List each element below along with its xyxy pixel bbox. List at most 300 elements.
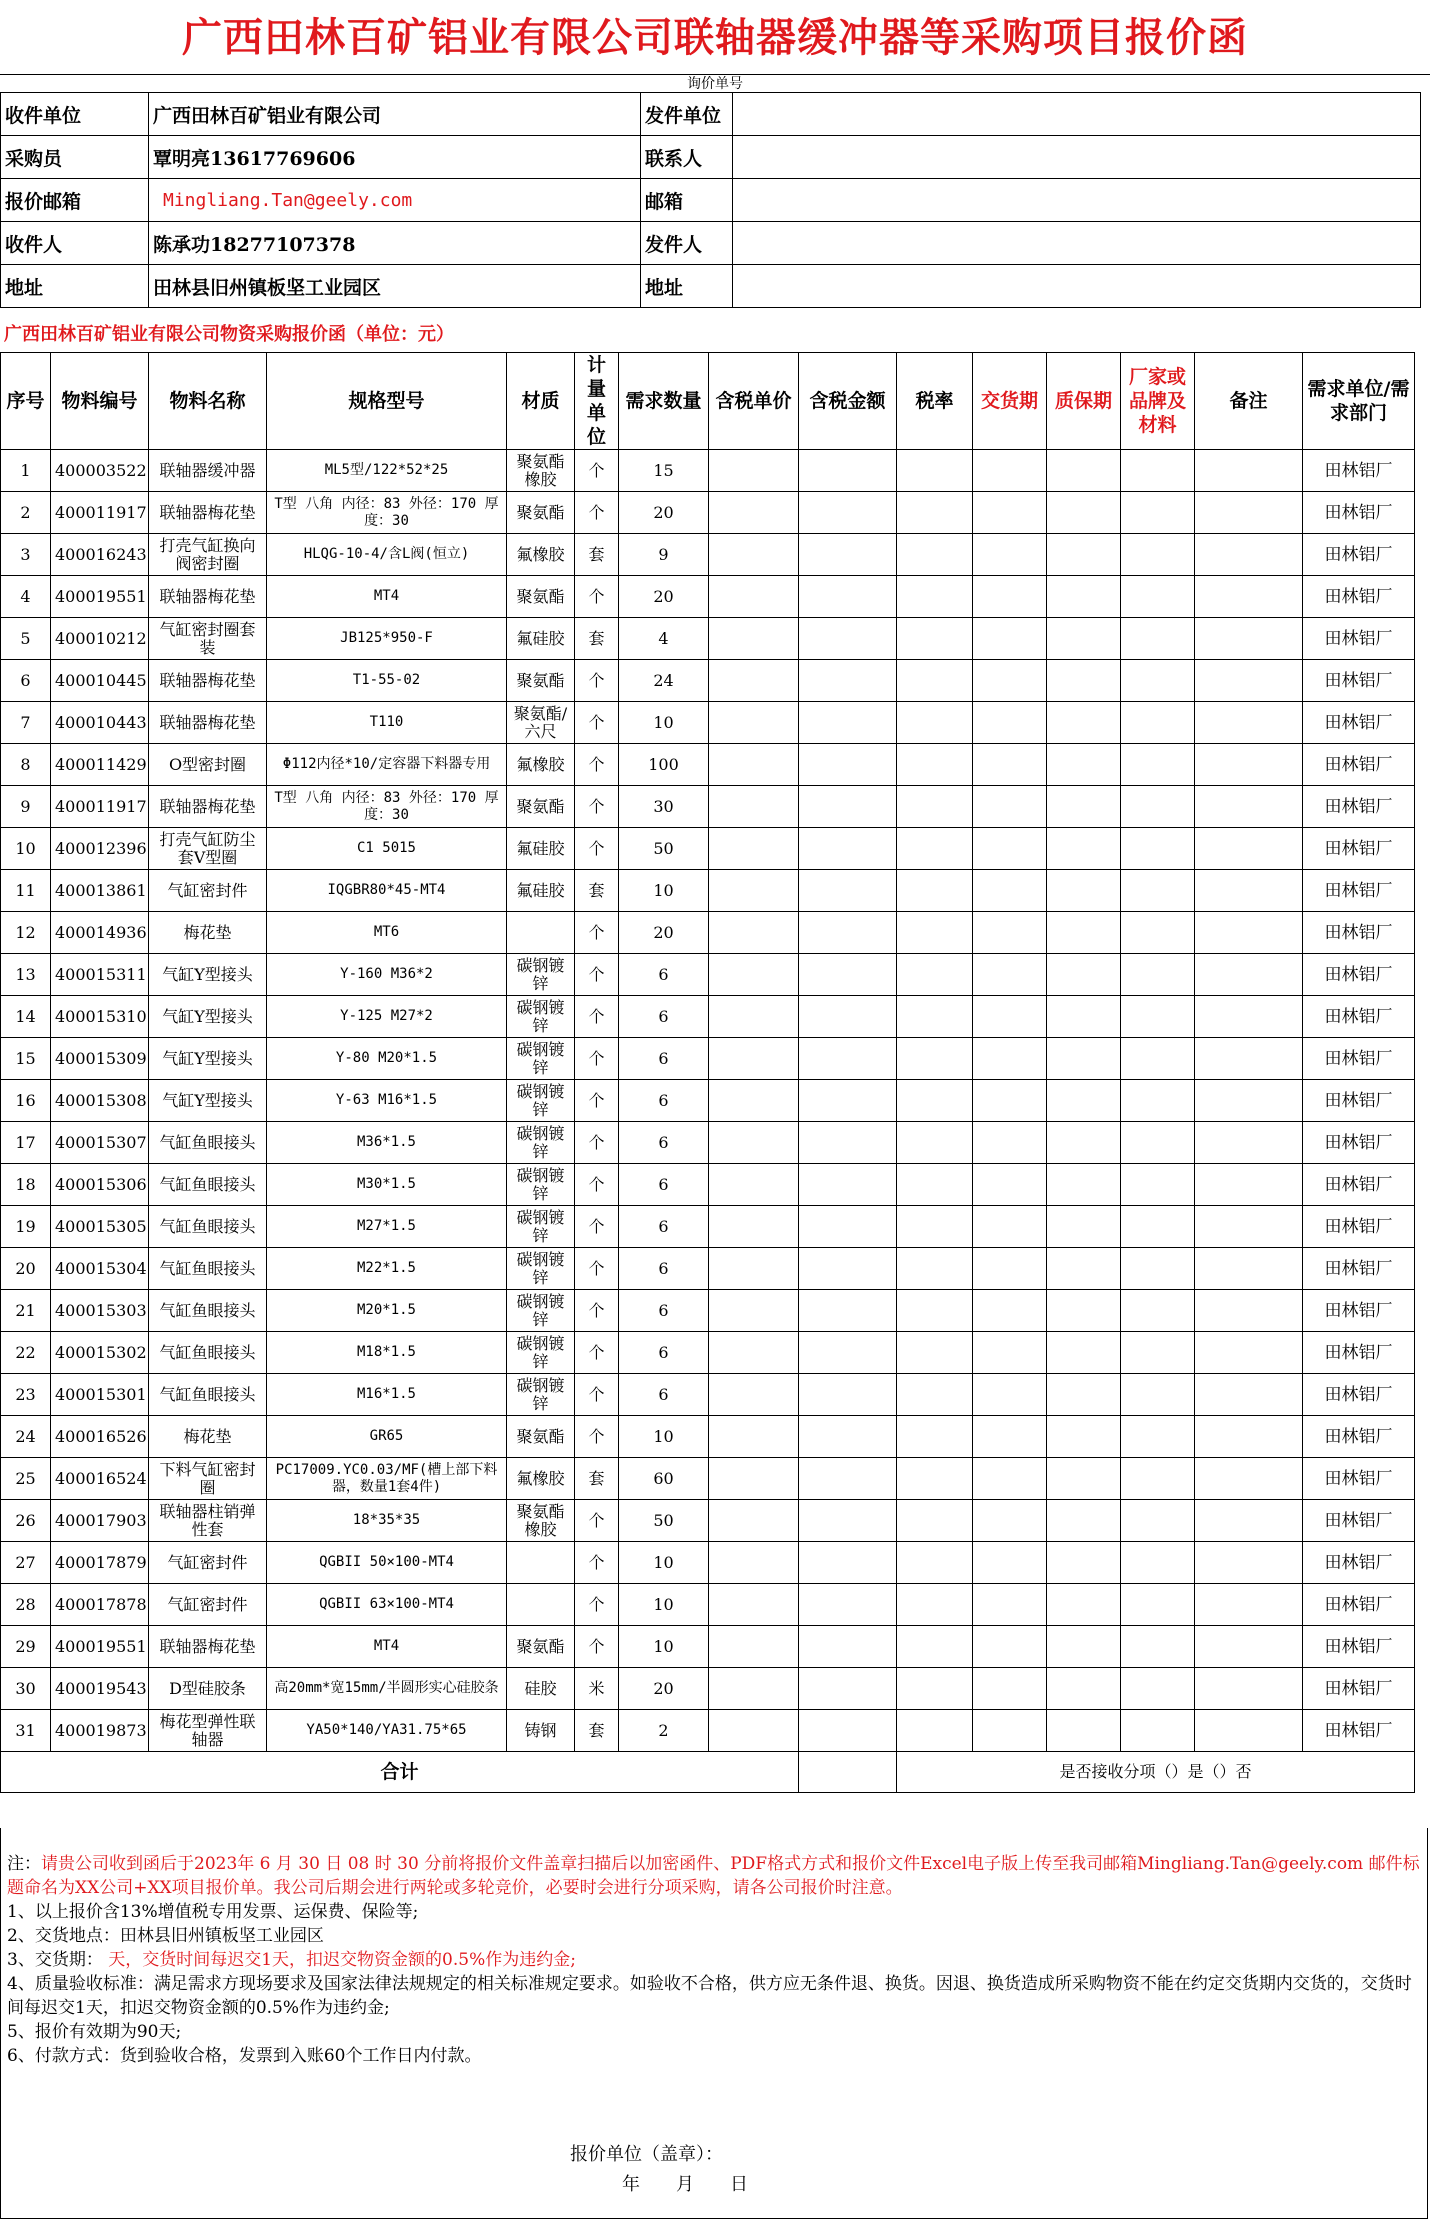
cell-p1[interactable]	[709, 870, 799, 912]
cell-p2[interactable]	[799, 1374, 897, 1416]
cell-p2[interactable]	[799, 786, 897, 828]
cell-p6[interactable]	[1121, 1500, 1195, 1542]
cell-code: 400015302	[51, 1332, 149, 1374]
cell-p3[interactable]	[897, 492, 973, 534]
cell-p5[interactable]	[1047, 450, 1121, 492]
cell-p7[interactable]	[1195, 450, 1303, 492]
cell-code: 400010212	[51, 618, 149, 660]
cell-p6[interactable]	[1121, 870, 1195, 912]
cell-p3[interactable]	[897, 1248, 973, 1290]
cell-p5[interactable]	[1047, 1038, 1121, 1080]
cell-no: 8	[1, 744, 51, 786]
cell-p4[interactable]	[973, 702, 1047, 744]
cell-p5[interactable]	[1047, 828, 1121, 870]
cell-p1[interactable]	[709, 492, 799, 534]
sender-unit-value[interactable]	[733, 93, 1421, 136]
cell-p5[interactable]	[1047, 1164, 1121, 1206]
cell-code: 400003522	[51, 450, 149, 492]
cell-p2[interactable]	[799, 1668, 897, 1710]
cell-p2[interactable]	[799, 870, 897, 912]
cell-spec: Y-125 M27*2	[267, 996, 507, 1038]
cell-p2[interactable]	[799, 1626, 897, 1668]
cell-unit: 个	[575, 492, 619, 534]
cell-p1[interactable]	[709, 660, 799, 702]
cell-p3[interactable]	[897, 1332, 973, 1374]
cell-qty: 6	[619, 1248, 709, 1290]
cell-p5[interactable]	[1047, 996, 1121, 1038]
cell-p3[interactable]	[897, 702, 973, 744]
cell-p6[interactable]	[1121, 786, 1195, 828]
cell-p6[interactable]	[1121, 1248, 1195, 1290]
cell-no: 23	[1, 1374, 51, 1416]
cell-material: 聚氨酯	[507, 1416, 575, 1458]
cell-name: 联轴器柱销弹性套	[149, 1500, 267, 1542]
cell-p7[interactable]	[1195, 618, 1303, 660]
cell-p5[interactable]	[1047, 492, 1121, 534]
cell-p4[interactable]	[973, 1626, 1047, 1668]
cell-p4[interactable]	[973, 1416, 1047, 1458]
cell-p3[interactable]	[897, 996, 973, 1038]
cell-dept: 田林铝厂	[1303, 1668, 1415, 1710]
cell-p2[interactable]	[799, 492, 897, 534]
cell-p3[interactable]	[897, 618, 973, 660]
col-header: 交货期	[973, 353, 1047, 450]
cell-p5[interactable]	[1047, 744, 1121, 786]
cell-qty: 10	[619, 702, 709, 744]
cell-p3[interactable]	[897, 1584, 973, 1626]
cell-p4[interactable]	[973, 1710, 1047, 1752]
cell-p2[interactable]	[799, 702, 897, 744]
cell-p6[interactable]	[1121, 912, 1195, 954]
cell-p1[interactable]	[709, 912, 799, 954]
cell-p7[interactable]	[1195, 786, 1303, 828]
cell-spec: MT4	[267, 576, 507, 618]
cell-p4[interactable]	[973, 744, 1047, 786]
cell-p1[interactable]	[709, 1248, 799, 1290]
cell-p5[interactable]	[1047, 1248, 1121, 1290]
cell-p3[interactable]	[897, 1668, 973, 1710]
cell-material: 聚氨酯/六尺	[507, 702, 575, 744]
cell-p1[interactable]	[709, 954, 799, 996]
cell-p3[interactable]	[897, 450, 973, 492]
cell-p7[interactable]	[1195, 1668, 1303, 1710]
table-row	[1, 828, 1415, 870]
cell-p5[interactable]	[1047, 870, 1121, 912]
cell-p5[interactable]	[1047, 576, 1121, 618]
cell-dept: 田林铝厂	[1303, 870, 1415, 912]
cell-p4[interactable]	[973, 1668, 1047, 1710]
cell-p5[interactable]	[1047, 1332, 1121, 1374]
cell-p5[interactable]	[1047, 1626, 1121, 1668]
cell-p7[interactable]	[1195, 1416, 1303, 1458]
table-row	[1, 1290, 1415, 1332]
cell-material: 聚氨酯橡胶	[507, 450, 575, 492]
cell-code: 400014936	[51, 912, 149, 954]
cell-p3[interactable]	[897, 660, 973, 702]
cell-p5[interactable]	[1047, 1080, 1121, 1122]
cell-p3[interactable]	[897, 1290, 973, 1332]
cell-p2[interactable]	[799, 1458, 897, 1500]
cell-p4[interactable]	[973, 618, 1047, 660]
cell-p1[interactable]	[709, 576, 799, 618]
cell-p7[interactable]	[1195, 1290, 1303, 1332]
cell-unit: 个	[575, 702, 619, 744]
note-6: 6、付款方式：货到验收合格，发票到入账60个工作日内付款。	[7, 2046, 482, 2066]
cell-spec: Y-63 M16*1.5	[267, 1080, 507, 1122]
cell-p3[interactable]	[897, 534, 973, 576]
cell-p4[interactable]	[973, 660, 1047, 702]
recipient-value[interactable]: 陈承功18277107378	[149, 222, 641, 265]
cell-p1[interactable]	[709, 1710, 799, 1752]
cell-p2[interactable]	[799, 1164, 897, 1206]
cell-p7[interactable]	[1195, 702, 1303, 744]
cell-p3[interactable]	[897, 744, 973, 786]
cell-dept: 田林铝厂	[1303, 1290, 1415, 1332]
cell-unit: 套	[575, 1710, 619, 1752]
cell-p5[interactable]	[1047, 702, 1121, 744]
cell-p7[interactable]	[1195, 1038, 1303, 1080]
cell-p4[interactable]	[973, 996, 1047, 1038]
col-header: 税率	[897, 353, 973, 450]
cell-dept: 田林铝厂	[1303, 954, 1415, 996]
col-header: 需求数量	[619, 353, 709, 450]
cell-p2[interactable]	[799, 1248, 897, 1290]
cell-p6[interactable]	[1121, 534, 1195, 576]
cell-p7[interactable]	[1195, 996, 1303, 1038]
cell-p4[interactable]	[973, 450, 1047, 492]
partial-accept-option[interactable]: 是否接收分项（）是（）否	[897, 1752, 1415, 1793]
cell-p1[interactable]	[709, 1416, 799, 1458]
cell-p7[interactable]	[1195, 1542, 1303, 1584]
cell-p2[interactable]	[799, 1122, 897, 1164]
cell-p6[interactable]	[1121, 1206, 1195, 1248]
cell-p7[interactable]	[1195, 954, 1303, 996]
cell-p5[interactable]	[1047, 1584, 1121, 1626]
cell-dept: 田林铝厂	[1303, 786, 1415, 828]
cell-unit: 个	[575, 1206, 619, 1248]
cell-p7[interactable]	[1195, 828, 1303, 870]
contact-value[interactable]	[733, 136, 1421, 179]
cell-p7[interactable]	[1195, 492, 1303, 534]
cell-material: 碳钢镀锌	[507, 1332, 575, 1374]
cell-name: 下料气缸密封圈	[149, 1458, 267, 1500]
cell-p6[interactable]	[1121, 1626, 1195, 1668]
cell-material: 碳钢镀锌	[507, 1080, 575, 1122]
cell-p5[interactable]	[1047, 1500, 1121, 1542]
cell-p7[interactable]	[1195, 1122, 1303, 1164]
cell-p4[interactable]	[973, 534, 1047, 576]
cell-p7[interactable]	[1195, 1332, 1303, 1374]
cell-p7[interactable]	[1195, 1500, 1303, 1542]
cell-p2[interactable]	[799, 618, 897, 660]
cell-p5[interactable]	[1047, 1668, 1121, 1710]
cell-p3[interactable]	[897, 1626, 973, 1668]
cell-p4[interactable]	[973, 1164, 1047, 1206]
cell-p6[interactable]	[1121, 1710, 1195, 1752]
cell-p2[interactable]	[799, 954, 897, 996]
cell-dept: 田林铝厂	[1303, 534, 1415, 576]
cell-p3[interactable]	[897, 786, 973, 828]
cell-code: 400016526	[51, 1416, 149, 1458]
cell-p1[interactable]	[709, 1290, 799, 1332]
cell-p3[interactable]	[897, 954, 973, 996]
cell-p3[interactable]	[897, 912, 973, 954]
cell-p3[interactable]	[897, 1122, 973, 1164]
cell-p4[interactable]	[973, 1374, 1047, 1416]
cell-p1[interactable]	[709, 1164, 799, 1206]
cell-spec: M20*1.5	[267, 1290, 507, 1332]
cell-p1[interactable]	[709, 786, 799, 828]
cell-p7[interactable]	[1195, 1248, 1303, 1290]
cell-p3[interactable]	[897, 576, 973, 618]
table-row	[1, 1080, 1415, 1122]
cell-p4[interactable]	[973, 870, 1047, 912]
receiver-unit-value[interactable]: 广西田林百矿铝业有限公司	[149, 93, 641, 136]
cell-p4[interactable]	[973, 1584, 1047, 1626]
cell-p5[interactable]	[1047, 912, 1121, 954]
cell-p6[interactable]	[1121, 660, 1195, 702]
cell-p7[interactable]	[1195, 1584, 1303, 1626]
cell-p4[interactable]	[973, 954, 1047, 996]
cell-p5[interactable]	[1047, 618, 1121, 660]
cell-p2[interactable]	[799, 1080, 897, 1122]
cell-p4[interactable]	[973, 786, 1047, 828]
cell-p5[interactable]	[1047, 1542, 1121, 1584]
cell-p3[interactable]	[897, 1710, 973, 1752]
cell-unit: 个	[575, 660, 619, 702]
cell-p7[interactable]	[1195, 1626, 1303, 1668]
cell-p2[interactable]	[799, 912, 897, 954]
cell-no: 21	[1, 1290, 51, 1332]
cell-p5[interactable]	[1047, 1374, 1121, 1416]
cell-code: 400015309	[51, 1038, 149, 1080]
cell-spec: M30*1.5	[267, 1164, 507, 1206]
cell-p2[interactable]	[799, 1500, 897, 1542]
cell-p5[interactable]	[1047, 786, 1121, 828]
cell-p3[interactable]	[897, 1374, 973, 1416]
cell-p2[interactable]	[799, 996, 897, 1038]
cell-p7[interactable]	[1195, 534, 1303, 576]
buyer-value[interactable]: 覃明亮13617769606	[149, 136, 641, 179]
address2-value[interactable]	[733, 265, 1421, 308]
sign-date: 年 月 日	[622, 2174, 748, 2195]
cell-p2[interactable]	[799, 1584, 897, 1626]
signature-block	[570, 2140, 748, 2200]
cell-p2[interactable]	[799, 1710, 897, 1752]
cell-no: 7	[1, 702, 51, 744]
total-amount[interactable]	[799, 1752, 897, 1793]
cell-p6[interactable]	[1121, 1458, 1195, 1500]
cell-qty: 10	[619, 1584, 709, 1626]
cell-p7[interactable]	[1195, 1206, 1303, 1248]
cell-p4[interactable]	[973, 1122, 1047, 1164]
cell-p7[interactable]	[1195, 660, 1303, 702]
cell-p5[interactable]	[1047, 1710, 1121, 1752]
cell-p1[interactable]	[709, 1542, 799, 1584]
cell-p4[interactable]	[973, 1290, 1047, 1332]
cell-p5[interactable]	[1047, 534, 1121, 576]
cell-p2[interactable]	[799, 1416, 897, 1458]
table-row	[1, 996, 1415, 1038]
cell-unit: 套	[575, 534, 619, 576]
cell-p4[interactable]	[973, 1080, 1047, 1122]
mail-value[interactable]	[733, 179, 1421, 222]
cell-p4[interactable]	[973, 828, 1047, 870]
cell-p1[interactable]	[709, 1374, 799, 1416]
cell-p6[interactable]	[1121, 1080, 1195, 1122]
cell-p6[interactable]	[1121, 1332, 1195, 1374]
cell-qty: 6	[619, 1038, 709, 1080]
cell-p6[interactable]	[1121, 828, 1195, 870]
cell-p1[interactable]	[709, 534, 799, 576]
cell-p2[interactable]	[799, 1206, 897, 1248]
total-row	[1, 1752, 1415, 1793]
cell-p2[interactable]	[799, 1542, 897, 1584]
cell-material: 氟硅胶	[507, 870, 575, 912]
cell-p6[interactable]	[1121, 1584, 1195, 1626]
cell-p3[interactable]	[897, 1206, 973, 1248]
cell-name: D型硅胶条	[149, 1668, 267, 1710]
cell-p2[interactable]	[799, 576, 897, 618]
cell-p1[interactable]	[709, 1500, 799, 1542]
cell-p5[interactable]	[1047, 1290, 1121, 1332]
cell-p4[interactable]	[973, 1332, 1047, 1374]
cell-p7[interactable]	[1195, 1458, 1303, 1500]
cell-p4[interactable]	[973, 576, 1047, 618]
cell-p6[interactable]	[1121, 996, 1195, 1038]
cell-p6[interactable]	[1121, 450, 1195, 492]
cell-p6[interactable]	[1121, 576, 1195, 618]
cell-unit: 个	[575, 1332, 619, 1374]
cell-p5[interactable]	[1047, 1416, 1121, 1458]
cell-p3[interactable]	[897, 870, 973, 912]
quote-email-value[interactable]: Mingliang.Tan@geely.com	[149, 179, 641, 222]
cell-p1[interactable]	[709, 744, 799, 786]
cell-p1[interactable]	[709, 1332, 799, 1374]
cell-spec: T1-55-02	[267, 660, 507, 702]
cell-p2[interactable]	[799, 1290, 897, 1332]
cell-qty: 6	[619, 1332, 709, 1374]
table-row	[1, 1626, 1415, 1668]
cell-no: 14	[1, 996, 51, 1038]
cell-p5[interactable]	[1047, 954, 1121, 996]
cell-p1[interactable]	[709, 1122, 799, 1164]
cell-p1[interactable]	[709, 450, 799, 492]
cell-p7[interactable]	[1195, 744, 1303, 786]
cell-p6[interactable]	[1121, 1416, 1195, 1458]
cell-p6[interactable]	[1121, 1122, 1195, 1164]
cell-p3[interactable]	[897, 1416, 973, 1458]
cell-p1[interactable]	[709, 1626, 799, 1668]
sender-value[interactable]	[733, 222, 1421, 265]
cell-p6[interactable]	[1121, 492, 1195, 534]
table-row	[1, 618, 1415, 660]
cell-p4[interactable]	[973, 1500, 1047, 1542]
cell-p4[interactable]	[973, 1038, 1047, 1080]
cell-material: 碳钢镀锌	[507, 1038, 575, 1080]
cell-p2[interactable]	[799, 534, 897, 576]
cell-p2[interactable]	[799, 1332, 897, 1374]
cell-p1[interactable]	[709, 1206, 799, 1248]
cell-p2[interactable]	[799, 744, 897, 786]
note-3-prefix: 3、交货期：	[7, 1950, 103, 1970]
cell-p3[interactable]	[897, 1080, 973, 1122]
cell-dept: 田林铝厂	[1303, 1164, 1415, 1206]
cell-p5[interactable]	[1047, 1206, 1121, 1248]
cell-spec: YA50*140/YA31.75*65	[267, 1710, 507, 1752]
cell-p1[interactable]	[709, 618, 799, 660]
cell-p5[interactable]	[1047, 660, 1121, 702]
cell-dept: 田林铝厂	[1303, 1080, 1415, 1122]
cell-p6[interactable]	[1121, 1374, 1195, 1416]
cell-unit: 个	[575, 1290, 619, 1332]
cell-p4[interactable]	[973, 492, 1047, 534]
cell-no: 27	[1, 1542, 51, 1584]
cell-name: 梅花垫	[149, 912, 267, 954]
cell-p1[interactable]	[709, 1668, 799, 1710]
cell-p7[interactable]	[1195, 1374, 1303, 1416]
cell-p1[interactable]	[709, 1080, 799, 1122]
cell-spec: HLQG-10-4/含L阀(恒立)	[267, 534, 507, 576]
cell-p6[interactable]	[1121, 1164, 1195, 1206]
cell-p4[interactable]	[973, 1458, 1047, 1500]
cell-p7[interactable]	[1195, 1710, 1303, 1752]
cell-p6[interactable]	[1121, 1038, 1195, 1080]
cell-p6[interactable]	[1121, 744, 1195, 786]
cell-p3[interactable]	[897, 1164, 973, 1206]
cell-p2[interactable]	[799, 1038, 897, 1080]
cell-dept: 田林铝厂	[1303, 1584, 1415, 1626]
cell-p1[interactable]	[709, 828, 799, 870]
cell-p3[interactable]	[897, 1500, 973, 1542]
address-value[interactable]: 田林县旧州镇板坚工业园区	[149, 265, 641, 308]
cell-dept: 田林铝厂	[1303, 702, 1415, 744]
cell-p6[interactable]	[1121, 1668, 1195, 1710]
cell-p7[interactable]	[1195, 870, 1303, 912]
cell-p5[interactable]	[1047, 1122, 1121, 1164]
cell-p1[interactable]	[709, 702, 799, 744]
cell-p3[interactable]	[897, 828, 973, 870]
cell-p1[interactable]	[709, 1038, 799, 1080]
cell-p4[interactable]	[973, 1248, 1047, 1290]
cell-p6[interactable]	[1121, 702, 1195, 744]
cell-p1[interactable]	[709, 1584, 799, 1626]
cell-p3[interactable]	[897, 1458, 973, 1500]
cell-p4[interactable]	[973, 1542, 1047, 1584]
cell-code: 400017903	[51, 1500, 149, 1542]
buyer-label: 采购员	[1, 136, 149, 179]
cell-p1[interactable]	[709, 996, 799, 1038]
cell-p7[interactable]	[1195, 1164, 1303, 1206]
cell-p7[interactable]	[1195, 912, 1303, 954]
cell-p7[interactable]	[1195, 1080, 1303, 1122]
cell-p7[interactable]	[1195, 576, 1303, 618]
cell-p3[interactable]	[897, 1038, 973, 1080]
cell-p1[interactable]	[709, 1458, 799, 1500]
cell-p5[interactable]	[1047, 1458, 1121, 1500]
cell-p6[interactable]	[1121, 618, 1195, 660]
cell-p4[interactable]	[973, 912, 1047, 954]
cell-p3[interactable]	[897, 1542, 973, 1584]
cell-p2[interactable]	[799, 450, 897, 492]
cell-p2[interactable]	[799, 828, 897, 870]
cell-p6[interactable]	[1121, 1290, 1195, 1332]
cell-qty: 50	[619, 828, 709, 870]
cell-p6[interactable]	[1121, 954, 1195, 996]
cell-p4[interactable]	[973, 1206, 1047, 1248]
cell-p2[interactable]	[799, 660, 897, 702]
cell-p6[interactable]	[1121, 1542, 1195, 1584]
